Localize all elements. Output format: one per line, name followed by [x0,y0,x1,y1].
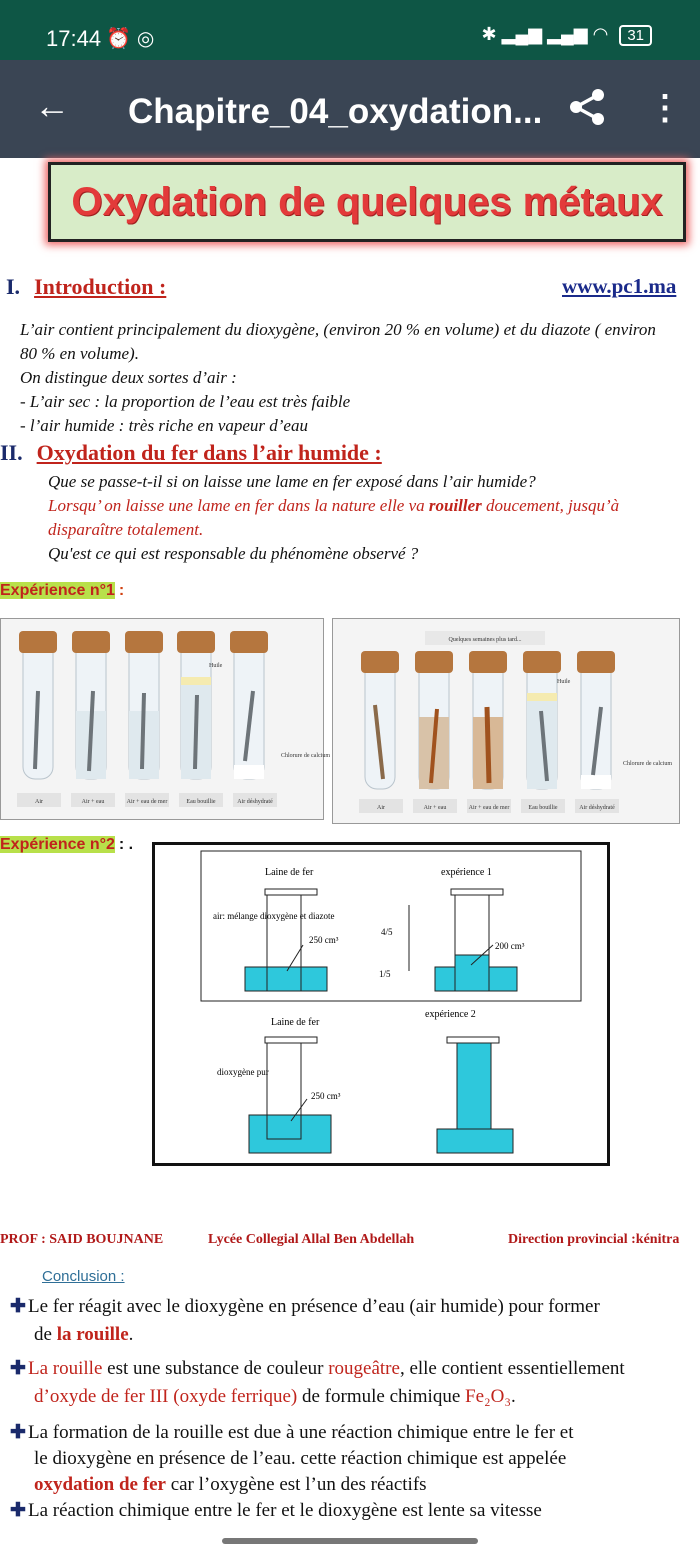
conclusion-item-2-cont: d’oxyde de fer III (oxyde ferrique) de formule chimique Fe₂O₃. [34,1386,516,1407]
website-link[interactable]: www.pc1.ma [562,274,677,298]
chlorure-label-2: Chlorure de calcium [623,761,672,767]
more-options-icon[interactable]: ⋮ [648,89,682,127]
conclusion-item-3-line-3: oxydation de fer car l’oxygène est l’un des réactifs [34,1474,427,1495]
clock: 17:44 [46,26,102,51]
arrow-bullet-icon: ✚ [10,1358,26,1379]
intro-line-1: L’air contient principalement du dioxygène, (environ 20 % en volume) et du diazote ( environ [20,320,656,339]
conclusion-item-4: ✚ La réaction chimique entre le fer et le dioxygène est lente sa vitesse [10,1498,542,1524]
huile-label: Huile [209,663,223,669]
app-bar [0,60,700,158]
footer-school: Lycée Collegial Allal Ben Abdellah [208,1232,415,1247]
back-arrow-icon[interactable]: ← [34,85,70,126]
status-bar [0,0,700,60]
laine-de-fer-label-1: Laine de fer [265,867,314,878]
tube-label-5: Air déshydraté [237,799,273,805]
fraction-4-5: 4/5 [381,927,393,937]
volume-1-label: 250 cm³ [309,935,339,945]
whatsapp-icon: ◎ [136,28,161,50]
chapter-title: Oxydation de quelques métaux [71,179,663,224]
footer-prof: PROF : SAID BOUJNANE [0,1232,164,1247]
arrow-bullet-icon: ✚ [10,1296,26,1317]
test-tube-air [19,631,57,779]
experiment-1-label: Expérience n°1 : [0,582,125,599]
answer-line-1: Lorsqu’ on laisse une lame en fer dans la nature elle va rouiller doucement, jusqu’à [48,496,620,515]
arrow-bullet-icon: ✚ [10,1422,26,1443]
tube-label-3: Air + eau de mer [126,799,168,805]
conclusion-item-3-line-2: le dioxygène en présence de l’eau. cette réaction chimique est appelée [34,1448,567,1469]
rusted-tube-air [361,651,399,789]
conclusion-heading: Conclusion : [42,1268,125,1285]
conclusion-item-3: ✚ La formation de la rouille est due à une réaction chimique entre le fer et [10,1420,573,1446]
tube-label-1: Air [35,799,43,805]
rusted-tube-boiled-water [523,651,561,789]
after-tube-label-1: Air [377,805,385,811]
tube-label-4: Eau bouillie [186,799,216,805]
experiment-1-figure-before [0,618,330,820]
after-tube-label-4: Eau bouillie [528,805,558,811]
question-1: Que se passe-t-il si on laisse une lame en fer exposé dans l’air humide? [48,472,536,491]
experiment-2-label: Expérience n°2 : . [0,836,134,853]
section-2-heading: II. Oxydation du fer dans l’air humide : [0,440,382,465]
chlorure-label: Chlorure de calcium [281,753,330,759]
intro-line-4: - L’air sec : la proportion de l’eau est très faible [20,392,351,411]
tube-label-2: Air + eau [81,799,105,805]
conclusion-item-1: ✚ Le fer réagit avec le dioxygène en présence d’eau (air humide) pour former [10,1294,600,1320]
test-tube-dry-air [230,631,268,779]
experience-2-label: expérience 2 [425,1009,476,1020]
weeks-later-caption: Quelques semaines plus tard... [448,637,522,643]
fraction-1-5: 1/5 [379,969,391,979]
footer-direction: Direction provincial :kénitra [508,1232,680,1247]
experiment-2-figure [152,842,610,1166]
wifi-icon: ◠ [592,24,609,44]
status-system-icons [482,24,652,46]
answer-line-2: disparaître totalement. [48,520,204,539]
test-tube-boiled-water [177,631,215,779]
laine-de-fer-label-2: Laine de fer [271,1017,320,1028]
huile-label-2: Huile [557,679,571,685]
signal-2-icon: ▂▄▆ [547,24,588,44]
air-mixture-label: air: mélange dioxygène et diazote [213,911,335,921]
experiment-1-figure-after [332,618,680,824]
battery-icon: 31 [619,25,652,46]
test-tube-air-water [72,631,110,779]
intro-line-5: - l’air humide : très riche en vapeur d’eau [20,416,308,435]
question-2: Qu'est ce qui est responsable du phénomène observé ? [48,544,419,563]
intro-line-2: 80 % en volume). [20,344,139,363]
gesture-home-bar[interactable] [222,1538,478,1544]
rusted-tube-dry-air [577,651,615,789]
alarm-icon: ⏰ [106,28,137,50]
volume-3-label: 250 cm³ [311,1091,341,1101]
after-tube-label-5: Air déshydraté [579,805,615,811]
volume-2-label: 200 cm³ [495,941,525,951]
after-tube-label-2: Air + eau [423,805,447,811]
section-1-heading: I. Introduction : [6,274,167,299]
bluetooth-icon: ✱ [481,24,497,44]
rusted-tube-air-water [415,651,453,789]
test-tube-sea-water [125,631,163,779]
chapter-banner [48,162,686,242]
intro-line-3: On distingue deux sortes d’air : [20,368,237,387]
conclusion-item-1-cont: de la rouille. [34,1324,134,1345]
signal-icon: ▂▄▆ [501,24,543,44]
share-icon[interactable] [566,86,608,128]
after-tube-label-3: Air + eau de mer [468,805,510,811]
document-page[interactable] [0,158,700,1556]
document-title: Chapitre_04_oxydation... [128,92,543,131]
conclusion-item-2: ✚ La rouille est une substance de couleur rougeâtre, elle contient essentiellement [10,1356,625,1382]
experience-1-label: expérience 1 [441,867,492,878]
rusted-tube-sea-water [469,651,507,789]
arrow-bullet-icon: ✚ [10,1500,26,1521]
pure-oxygen-label: dioxygène pur [217,1067,269,1077]
status-notification-icons [106,26,160,51]
